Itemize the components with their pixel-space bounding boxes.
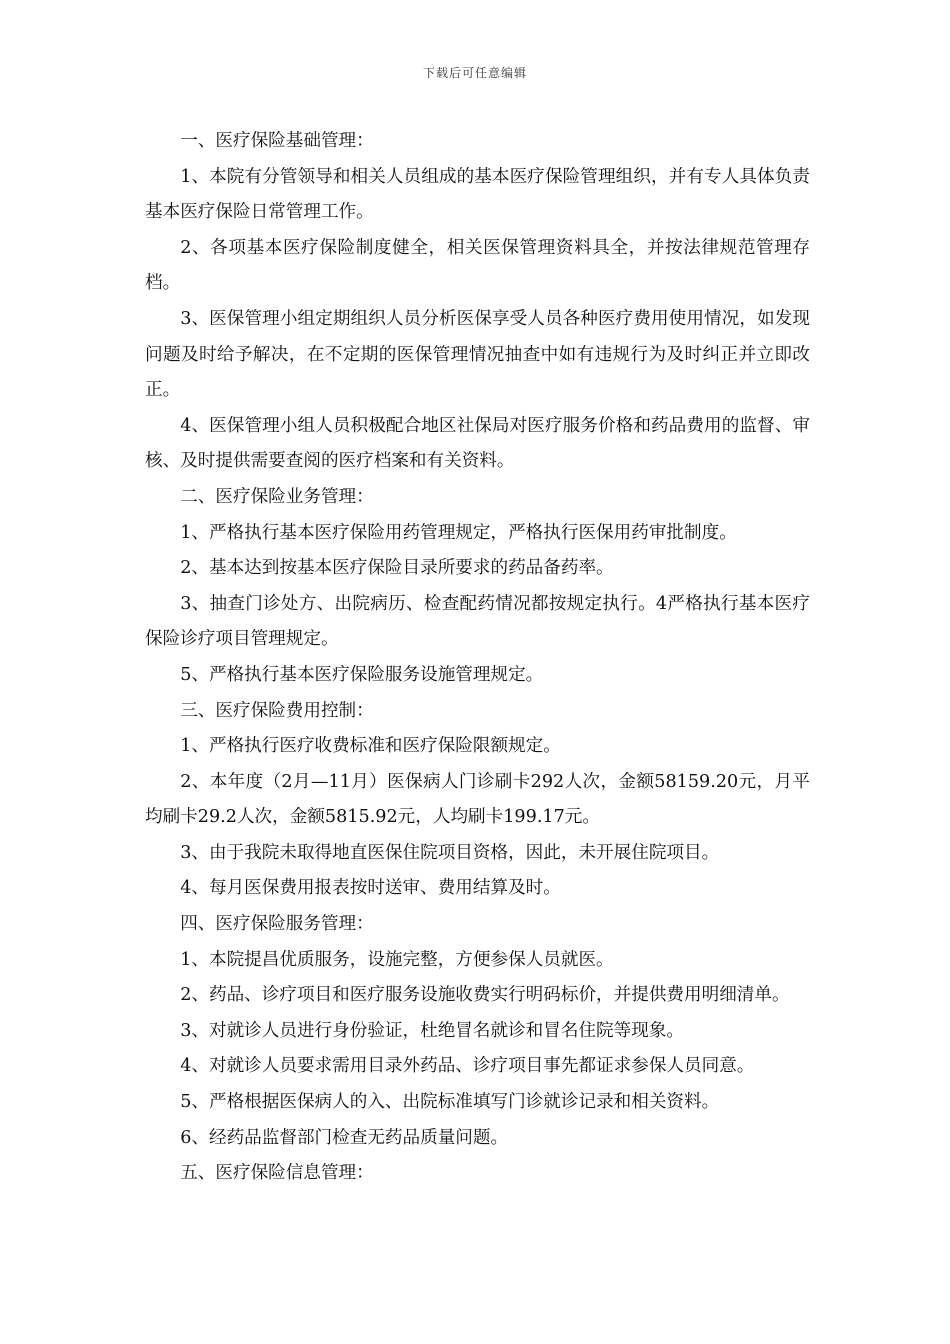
paragraph: 5、严格执行基本医疗保险服务设施管理规定。 [180, 664, 544, 685]
paragraph: 3、抽查门诊处方、出院病历、检查配药情况都按规定执行。4严格执行基本医疗保险诊疗项目管理规定。 [145, 593, 810, 650]
section-heading-3: 三、医疗保险费用控制： [180, 700, 374, 721]
section-heading-2: 二、医疗保险业务管理： [180, 486, 374, 507]
paragraph: 3、由于我院未取得地直医保住院项目资格，因此，未开展住院项目。 [180, 842, 720, 863]
paragraph: 4、医保管理小组人员积极配合地区社保局对医疗服务价格和药品费用的监督、审核、及时提供需要查阅的医疗档案和有关资料。 [145, 415, 810, 472]
paragraph: 3、对就诊人员进行身份验证，杜绝冒名就诊和冒名住院等现象。 [180, 1020, 685, 1041]
paragraph: 6、经药品监督部门检查无药品质量问题。 [180, 1127, 509, 1148]
section-heading-5: 五、医疗保险信息管理： [180, 1163, 374, 1184]
paragraph: 1、本院提昌优质服务，设施完整，方便参保人员就医。 [180, 949, 614, 970]
section-heading-4: 四、医疗保险服务管理： [180, 914, 374, 935]
paragraph: 4、每月医保费用报表按时送审、费用结算及时。 [180, 878, 561, 899]
paragraph: 1、严格执行医疗收费标准和医疗保险限额规定。 [180, 736, 561, 757]
paragraph: 5、严格根据医保病人的入、出院标准填写门诊就诊记录和相关资料。 [180, 1092, 720, 1113]
paragraph: 1、严格执行基本医疗保险用药管理规定，严格执行医保用药审批制度。 [180, 522, 737, 543]
document-body [145, 124, 810, 1192]
paragraph: 1、本院有分管领导和相关人员组成的基本医疗保险管理组织，并有专人具体负责基本医疗保险日常管理工作。 [145, 166, 810, 223]
paragraph: 2、本年度（2月—11月）医保病人门诊刷卡292人次，金额58159.20元，月平均刷卡29.2人次，金额5815.92元，人均刷卡199.17元。 [145, 771, 810, 828]
paragraph: 3、医保管理小组定期组织人员分析医保享受人员各种医疗费用使用情况，如发现问题及时给予解决，在不定期的医保管理情况抽查中如有违规行为及时纠正并立即改正。 [145, 308, 810, 401]
paragraph: 2、基本达到按基本医疗保险目录所要求的药品备药率。 [180, 558, 614, 579]
page-header-note: 下载后可任意编辑 [422, 66, 527, 80]
section-heading-1: 一、医疗保险基础管理： [180, 131, 374, 151]
paragraph: 2、各项基本医疗保险制度健全，相关医保管理资料具全，并按法律规范管理存档。 [145, 237, 810, 294]
paragraph: 4、对就诊人员要求需用目录外药品、诊疗项目事先都证求参保人员同意。 [180, 1056, 755, 1077]
paragraph: 2、药品、诊疗项目和医疗服务设施收费实行明码标价，并提供费用明细清单。 [180, 985, 790, 1006]
